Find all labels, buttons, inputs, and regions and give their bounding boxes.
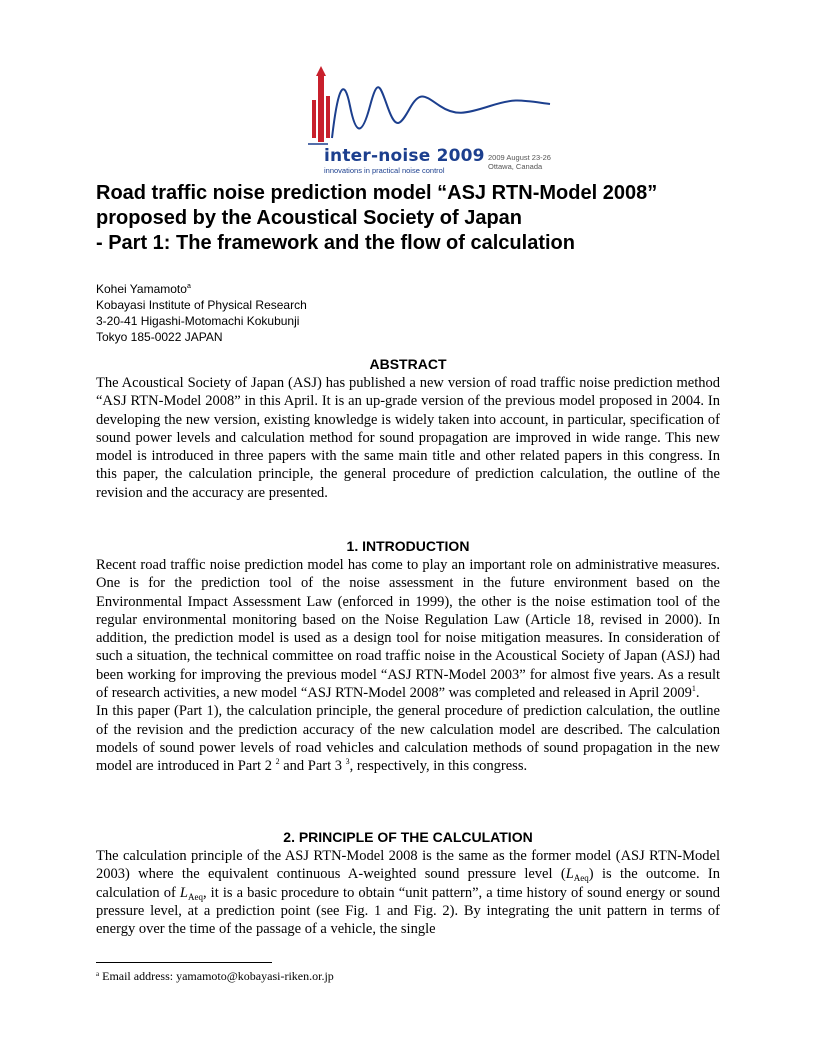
intro-p2-text: In this paper (Part 1), the calculation principle, the general procedure of prediction calculation, the outline of the revision and the prediction accuracy of the new calculation model are described. The calculation models of sound power levels of road vehicles and calculation methods of sound propagation in the new model are introduced in Part 2 [96,703,720,775]
principle-text-3: , it is a basic procedure to obtain “unit pattern”, a time history of sound energy or sound pressure level, at a prediction point (see Fig. 1 and Fig. 2). By integrating the unit pattern in terms of energy over the time of the passage of a vehicle, the single [96,884,721,938]
author-address-1: 3-20-41 Higashi-Motomachi Kokubunji [96,314,300,328]
conference-logo [300,66,560,176]
reference-mark: 3 [345,757,350,767]
logo-date-line2: Ottawa, Canada [488,162,543,171]
author-address-2: Tokyo 185-0022 JAPAN [96,330,223,344]
symbol-L: L [179,884,188,901]
abstract-body [96,374,720,502]
symbol-L: L [565,866,574,883]
author-block [96,279,307,345]
title-line-2: proposed by the Acoustical Society of Japan [96,207,523,229]
author-mark: a [186,283,191,290]
footnote-divider [96,962,272,963]
intro-heading: 1. INTRODUCTION [346,538,470,554]
author-name-line [96,279,307,297]
logo-date-line1: 2009 August 23-26 [488,153,551,162]
intro-p2-mid: and Part 3 [279,758,343,775]
abstract-heading: ABSTRACT [369,356,447,372]
title-line-3: - Part 1: The framework and the flow of calculation [96,232,575,254]
principle-text-1: The calculation principle of the ASJ RTN-Model 2008 is the same as the former model (ASJ RTN-Model 2003) where the equivalent continuous A-weighted sound pressure level ( [96,848,720,883]
intro-p2-end: , respectively, in this congress. [349,758,528,775]
footnote-mark: a [96,970,100,978]
principle-heading: 2. PRINCIPLE OF THE CALCULATION [283,829,533,845]
intro-paragraph-2 [96,702,720,775]
principle-body [96,847,720,938]
abstract-text: The Acoustical Society of Japan (ASJ) has published a new version of road traffic noise prediction method “ASJ RTN-Model 2008” in this April. It is an up-grade version of the previous model proposed in 2004. In developing the new version, existing knowledge is widely taken into account, in particular, specification of sound power levels and calculation method for sound propagation are improved in wide range. This new model is introduced in three papers with the same main title and other related papers in this congress. In this paper, the calculation principle, the general procedure of prediction calculation, the outline of the revision and the accuracy are presented. [96,375,720,501]
title-line-1: Road traffic noise prediction model “ASJ RTN-Model 2008” [96,182,658,204]
reference-mark: 1 [691,684,696,694]
principle-paragraph [96,847,720,938]
logo-date [488,153,551,171]
logo-brand: inter-noise 2009 [324,146,485,166]
author-affiliation: Kobayasi Institute of Physical Research [96,298,307,312]
symbol-subscript-aeq: Aeq [573,873,589,884]
intro-p1-end: . [695,685,700,702]
logo-tower-wave-icon [300,66,560,146]
principle-text-2: ) is the outcome. In calculation of [96,866,720,901]
author-name: Kohei Yamamoto [96,282,187,296]
intro-paragraph-1 [96,556,720,702]
paper-title [96,181,736,256]
symbol-subscript-aeq: Aeq [187,891,203,902]
reference-mark: 2 [275,757,280,767]
footnote [96,969,334,984]
logo-tagline: innovations in practical noise control [324,166,445,175]
footnote-text: Email address: yamamoto@kobayasi-riken.or.jp [99,969,334,983]
intro-p1-text: Recent road traffic noise prediction model has come to play an important role on administrative measures. One is for the prediction tool of the noise assessment in the future environment based on the Environmental Impact Assessment Law (enforced in 1999), the other is the noise estimation tool of the regular environmental monitoring based on the Noise Regulation Law (Article 18, revised in 2000). In addition, the prediction model is used as a design tool for noise mitigation measures. In consideration of such a situation, the technical committee on road traffic noise in the Acoustical Society of Japan (ASJ) had been working for improving the previous model “ASJ RTN-Model 2003” for almost five years. As a result of research activities, a new model “ASJ RTN-Model 2008” was completed and released in April 2009 [96,557,720,702]
intro-body [96,556,720,776]
